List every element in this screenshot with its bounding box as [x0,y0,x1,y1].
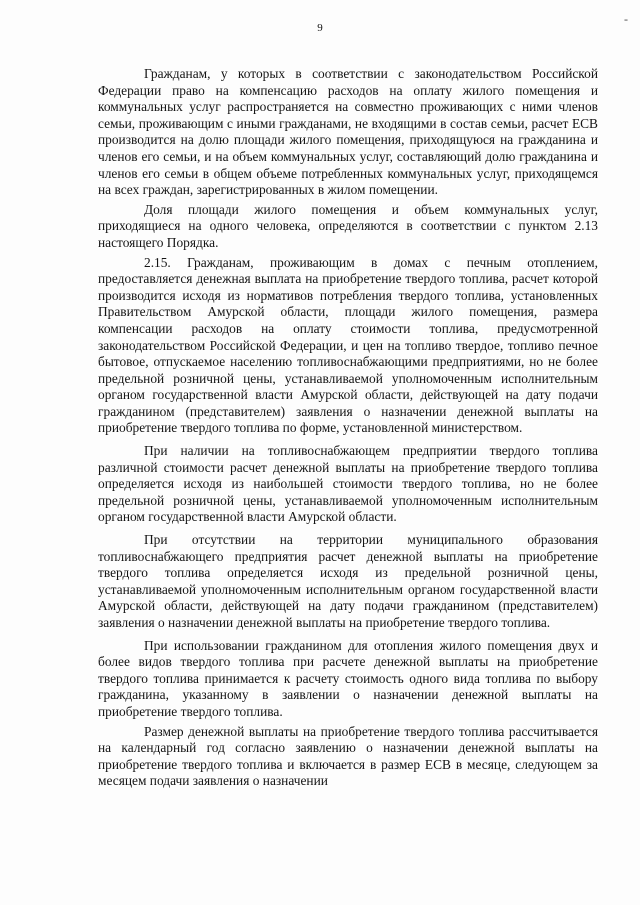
paragraph: При отсутствии на территории муниципального образования топливоснабжающего предприятия расчет денежной выплаты на приобретение твердого топлива определяется исходя из предельной розничной цены, устанавливаемой уполномоченным исполнительным органом государственной власти Амурской области, действующей на дату подачи гражданином (представителем) заявления о назначении денежной выплаты на приобретение твердого топлива. [98,532,598,630]
paragraph: Гражданам, у которых в соответствии с законодательством Российской Федерации право на компенсацию расходов на оплату жилого помещения и коммунальных услуг распространяется на совместно проживающих с ними членов семьи, проживающим с иными гражданами, не входящими в состав семьи, расчет ЕСВ производится на долю площади жилого помещения, приходящуюся на гражданина и членов его семьи, и на объем коммунальных услуг, составляющий долю гражданина и членов его семьи в общем объеме потребленных коммунальных услуг, приходящемся на всех граждан, зарегистрированных в жилом помещении. [98,66,598,198]
page-number: 9 [317,22,323,34]
document-body [98,66,598,793]
paragraph: Размер денежной выплаты на приобретение твердого топлива рассчитывается на календарный год согласно заявлению о назначении денежной выплаты на приобретение твердого топлива и включается в размер ЕСВ в месяце, следующем за месяцем подачи заявления о назначении [98,723,598,789]
paragraph: 2.15. Гражданам, проживающим в домах с печным отоплением, предоставляется денежная выплата на приобретение твердого топлива, расчет которой производится исходя из нормативов потребления твердого топлива, установленных Правительством Амурской области, площади жилого помещения, размера компенсации расходов на оплату стоимости топлива, предусмотренной законодательством Российской Федерации, и цен на топливо твердое, топливо печное бытовое, отпускаемое населению топливоснабжающими предприятиями, но не более предельной розничной цены, устанавливаемой уполномоченным исполнительным органом государственной власти Амурской области, действующей на дату подачи гражданином (представителем) заявления о назначении денежной выплаты на приобретение твердого топлива по форме, установленной министерством. [98,254,598,436]
paragraph: Доля площади жилого помещения и объем коммунальных услуг, приходящиеся на одного человека, определяются в соответствии с пунктом 2.13 настоящего Порядка. [98,201,598,250]
paragraph: При наличии на топливоснабжающем предприятии твердого топлива различной стоимости расчет денежной выплаты на приобретение твердого топлива определяется исходя из наибольшей стоимости твердого топлива, но не более предельной розничной цены, устанавливаемой уполномоченным исполнительным органом государственной власти Амурской области. [98,443,598,525]
paragraph: При использовании гражданином для отопления жилого помещения двух и более видов твердого топлива при расчете денежной выплаты на приобретение твердого топлива принимается к расчету стоимость одного вида топлива по выбору гражданина, указанному в заявлении о назначении денежной выплаты на приобретение твердого топлива. [98,637,598,719]
corner-mark: - [624,12,628,26]
